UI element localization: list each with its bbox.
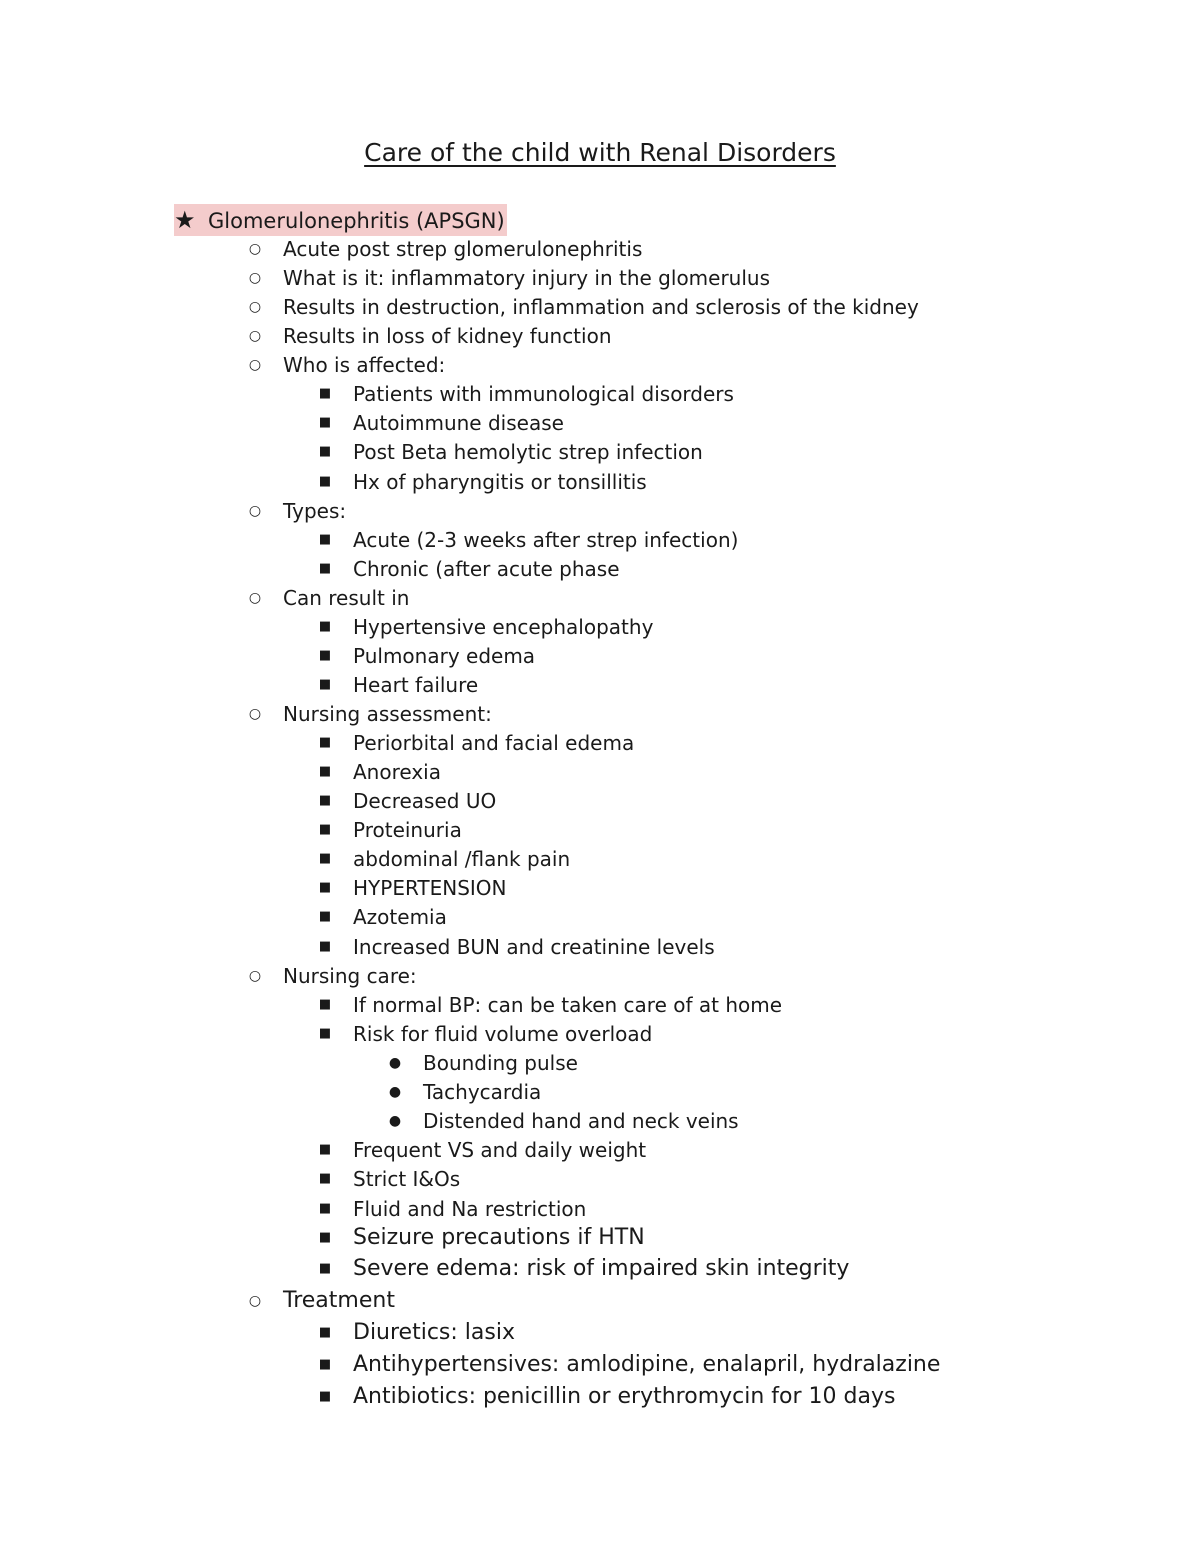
- outline-item-level1: [248, 585, 410, 611]
- outline-item-text: Heart failure: [353, 673, 479, 697]
- outline-item-level1: [248, 352, 446, 378]
- hollow-circle-bullet-icon: ○: [248, 357, 262, 373]
- square-bullet-icon: ■: [318, 764, 332, 779]
- outline-item-text: Fluid and Na restriction: [353, 1197, 587, 1221]
- square-bullet-icon: ■: [318, 1357, 332, 1372]
- hollow-circle-bullet-icon: ○: [248, 590, 262, 606]
- outline-item-text: Tachycardia: [423, 1080, 542, 1104]
- outline-item-text: Severe edema: risk of impaired skin integrity: [353, 1256, 850, 1281]
- outline-item-level2: [318, 614, 654, 640]
- star-icon: ★: [174, 206, 196, 234]
- square-bullet-icon: ■: [318, 822, 332, 837]
- outline-item-text: Types:: [283, 499, 347, 523]
- outline-item-level1: [248, 236, 643, 262]
- outline-item-text: Can result in: [283, 586, 410, 610]
- outline-item-level2: [318, 1384, 896, 1410]
- outline-item-text: Results in destruction, inflammation and sclerosis of the kidney: [283, 295, 919, 319]
- outline-item-level2: [318, 1352, 941, 1378]
- outline-item-level1: [248, 265, 771, 291]
- outline-item-text: Periorbital and facial edema: [353, 731, 635, 755]
- outline-item-level1: [248, 963, 417, 989]
- outline-item-text: Chronic (after acute phase: [353, 557, 620, 581]
- square-bullet-icon: ■: [318, 648, 332, 663]
- outline-item-level2: [318, 672, 479, 698]
- outline-item-text: Bounding pulse: [423, 1051, 578, 1075]
- outline-item-text: Nursing care:: [283, 964, 417, 988]
- outline-item-text: Who is affected:: [283, 353, 446, 377]
- outline-item-level2: [318, 410, 564, 436]
- outline-item-text: Increased BUN and creatinine levels: [353, 935, 715, 959]
- dot-bullet-icon: ●: [388, 1055, 402, 1071]
- square-bullet-icon: ■: [318, 677, 332, 692]
- square-bullet-icon: ■: [318, 1142, 332, 1157]
- hollow-circle-bullet-icon: ○: [248, 968, 262, 984]
- outline-item-level2: [318, 556, 620, 582]
- outline-item-text: Frequent VS and daily weight: [353, 1138, 647, 1162]
- outline-item-level2: [318, 527, 739, 553]
- outline-item-level2: [318, 992, 783, 1018]
- outline-item-text: HYPERTENSION: [353, 876, 507, 900]
- hollow-circle-bullet-icon: ○: [248, 1293, 262, 1309]
- outline-item-text: Acute (2-3 weeks after strep infection): [353, 528, 739, 552]
- outline-item-text: Proteinuria: [353, 818, 462, 842]
- square-bullet-icon: ■: [318, 474, 332, 489]
- outline-item-level2: [318, 643, 536, 669]
- square-bullet-icon: ■: [318, 1201, 332, 1216]
- outline-item-text: Anorexia: [353, 760, 441, 784]
- square-bullet-icon: ■: [318, 1389, 332, 1404]
- hollow-circle-bullet-icon: ○: [248, 299, 262, 315]
- square-bullet-icon: ■: [318, 909, 332, 924]
- outline-item-level2: [318, 469, 647, 495]
- outline-item-level1: [248, 294, 919, 320]
- outline-item-text: Autoimmune disease: [353, 411, 564, 435]
- outline-item-text: Hypertensive encephalopathy: [353, 615, 654, 639]
- square-bullet-icon: ■: [318, 1026, 332, 1041]
- section-heading-text: Glomerulonephritis (APSGN): [208, 209, 505, 233]
- outline-item-text: Pulmonary edema: [353, 644, 536, 668]
- outline-item-text: Post Beta hemolytic strep infection: [353, 440, 703, 464]
- outline-item-level2: [318, 846, 571, 872]
- outline-item-level1: [248, 1288, 395, 1314]
- outline-item-level2: [318, 817, 462, 843]
- outline-item-level2: [318, 875, 507, 901]
- outline-item-level2: [318, 934, 715, 960]
- square-bullet-icon: ■: [318, 561, 332, 576]
- outline-item-text: What is it: inflammatory injury in the glomerulus: [283, 266, 771, 290]
- dot-bullet-icon: ●: [388, 1113, 402, 1129]
- outline-item-text: Antibiotics: penicillin or erythromycin for 10 days: [353, 1384, 896, 1409]
- square-bullet-icon: ■: [318, 939, 332, 954]
- square-bullet-icon: ■: [318, 735, 332, 750]
- hollow-circle-bullet-icon: ○: [248, 241, 262, 257]
- outline-item-text: Distended hand and neck veins: [423, 1109, 739, 1133]
- hollow-circle-bullet-icon: ○: [248, 706, 262, 722]
- outline-item-level1: [248, 498, 347, 524]
- outline-item-level2: [318, 788, 497, 814]
- outline-item-level3: [388, 1050, 578, 1076]
- square-bullet-icon: ■: [318, 1325, 332, 1340]
- outline-item-level2: [318, 1166, 461, 1192]
- outline-item-level3: [388, 1079, 542, 1105]
- square-bullet-icon: ■: [318, 532, 332, 547]
- outline-item-level2: [318, 730, 635, 756]
- outline-item-level3: [388, 1108, 739, 1134]
- square-bullet-icon: ■: [318, 1261, 332, 1276]
- outline-item-level2: [318, 1256, 850, 1282]
- hollow-circle-bullet-icon: ○: [248, 328, 262, 344]
- hollow-circle-bullet-icon: ○: [248, 270, 262, 286]
- outline-item-level2: [318, 904, 447, 930]
- outline-item-text: Diuretics: lasix: [353, 1320, 515, 1345]
- outline-item-level2: [318, 1320, 515, 1346]
- outline-item-text: Strict I&Os: [353, 1167, 461, 1191]
- square-bullet-icon: ■: [318, 1171, 332, 1186]
- square-bullet-icon: ■: [318, 1230, 332, 1245]
- outline-item-text: Decreased UO: [353, 789, 497, 813]
- outline-item-text: Azotemia: [353, 905, 447, 929]
- outline-item-text: Seizure precautions if HTN: [353, 1225, 645, 1250]
- outline-item-text: Hx of pharyngitis or tonsillitis: [353, 470, 647, 494]
- outline-item-level2: [318, 759, 441, 785]
- outline-item-text: Results in loss of kidney function: [283, 324, 612, 348]
- page-title: Care of the child with Renal Disorders: [364, 138, 836, 167]
- hollow-circle-bullet-icon: ○: [248, 503, 262, 519]
- outline-item-level2: [318, 1225, 645, 1251]
- outline-item-text: Nursing assessment:: [283, 702, 492, 726]
- section-heading: [174, 204, 507, 236]
- square-bullet-icon: ■: [318, 793, 332, 808]
- square-bullet-icon: ■: [318, 619, 332, 634]
- dot-bullet-icon: ●: [388, 1084, 402, 1100]
- outline-item-level2: [318, 381, 734, 407]
- square-bullet-icon: ■: [318, 880, 332, 895]
- outline-item-text: abdominal /flank pain: [353, 847, 571, 871]
- outline-item-text: Acute post strep glomerulonephritis: [283, 237, 643, 261]
- outline-item-level2: [318, 1021, 653, 1047]
- outline-item-level2: [318, 439, 703, 465]
- outline-item-level1: [248, 701, 492, 727]
- outline-item-level2: [318, 1196, 587, 1222]
- outline-item-text: Antihypertensives: amlodipine, enalapril, hydralazine: [353, 1352, 941, 1377]
- outline-item-level1: [248, 323, 612, 349]
- outline-item-text: Risk for fluid volume overload: [353, 1022, 653, 1046]
- outline-item-text: Patients with immunological disorders: [353, 382, 734, 406]
- square-bullet-icon: ■: [318, 997, 332, 1012]
- square-bullet-icon: ■: [318, 415, 332, 430]
- outline-item-text: If normal BP: can be taken care of at home: [353, 993, 783, 1017]
- square-bullet-icon: ■: [318, 851, 332, 866]
- square-bullet-icon: ■: [318, 444, 332, 459]
- outline-item-text: Treatment: [283, 1288, 395, 1313]
- square-bullet-icon: ■: [318, 386, 332, 401]
- outline-item-level2: [318, 1137, 647, 1163]
